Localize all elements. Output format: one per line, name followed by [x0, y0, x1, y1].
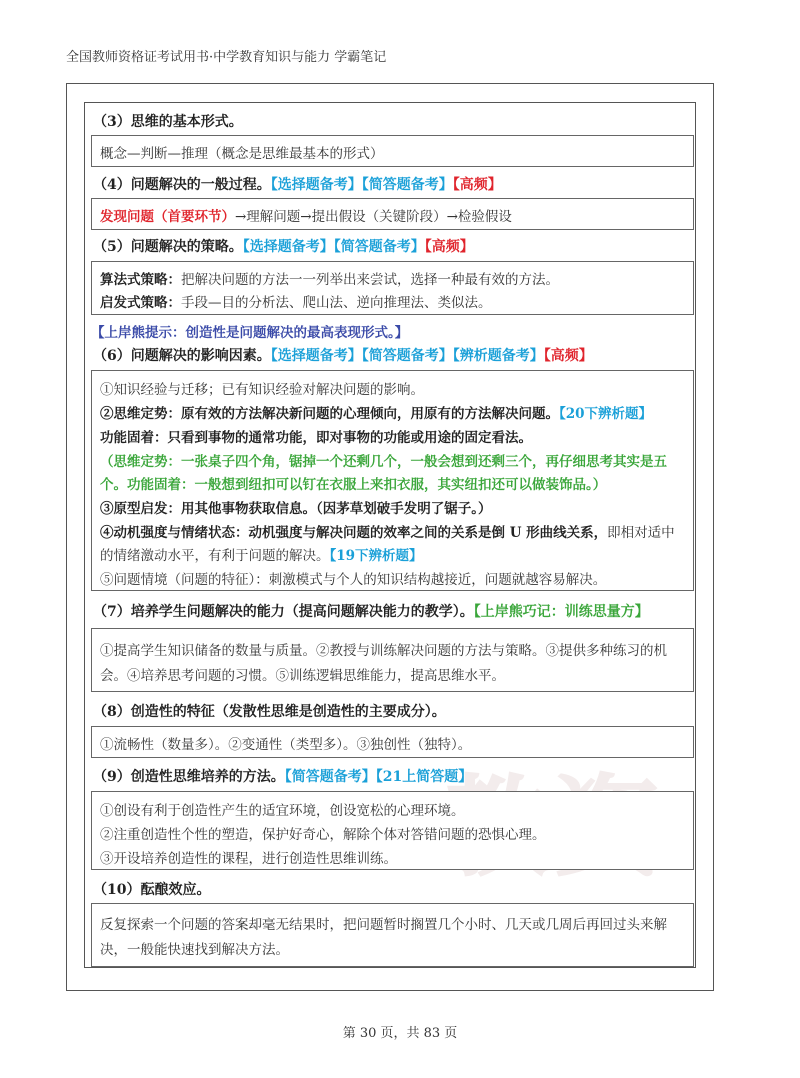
- section-9-tag: 【简答题备考】【21上简答题】: [284, 769, 473, 785]
- section-10-heading: （10）酝酿效应。: [93, 882, 211, 898]
- section-9-heading: （9）创造性思维培养的方法。【简答题备考】【21上简答题】: [93, 769, 473, 785]
- page-header: 全国教师资格证考试用书·中学教育知识与能力 学霸笔记: [66, 50, 387, 65]
- section-3-heading: （3）思维的基本形式。: [93, 114, 243, 130]
- section-9-line-1: ①创设有利于创造性产生的适宜环境，创设宽松的心理环境。: [100, 803, 465, 819]
- section-10-line-2: 决，一般能快速找到解决方法。: [100, 942, 289, 958]
- page-footer: 第 30 页，共 83 页: [342, 1026, 458, 1041]
- factor-4-cont: 的情绪激动水平，有利于问题的解决。【19下辨析题】: [100, 548, 423, 564]
- section-7-mnemonic: 【上岸熊巧记：训练思量方】: [473, 604, 649, 620]
- section-10-line-1: 反复探索一个问题的答案却毫无结果时，把问题暂时搁置几个小时、几天或几周后再回过头来解: [100, 917, 667, 933]
- example-line-2: 个。功能固着：一般想到纽扣可以钉在衣服上来扣衣服，其实纽扣还可以做装饰品。）: [100, 477, 607, 493]
- section-7-line-2: 会。④培养思考问题的习惯。⑤训练逻辑思维能力，提高思维水平。: [100, 668, 505, 684]
- section-5-tag: 【选择题备考】【简答题备考】: [242, 239, 425, 255]
- section-10-box: [91, 903, 694, 967]
- section-8-line: ①流畅性（数量多）。②变通性（类型多）。③独创性（独特）。: [100, 737, 472, 753]
- section-5-heading: （5）问题解决的策略。【选择题备考】【简答题备考】【高频】: [93, 239, 474, 255]
- section-9-box: [91, 791, 694, 870]
- section-4-tag: 【选择题备考】【简答题备考】: [270, 177, 453, 193]
- factor-3: ③原型启发：用其他事物获取信息。（因茅草划破手发明了锯子。）: [100, 501, 492, 517]
- section-6-tag: 【选择题备考】【简答题备考】【辨析题备考】: [270, 348, 544, 364]
- section-3-line: 概念—判断—推理（概念是思维最基本的形式）: [100, 146, 384, 162]
- section-4-line: 发现问题（首要环节）→理解问题→提出假设（关键阶段）→检验假设: [100, 209, 512, 225]
- functional-fixedness: 功能固着：只看到事物的通常功能，即对事物的功能或用途的固定看法。: [100, 430, 532, 446]
- heuristic-strategy: 启发式策略：手段—目的分析法、爬山法、逆向推理法、类似法。: [100, 295, 492, 311]
- section-4-box: [91, 198, 694, 230]
- section-5-freq: 【高频】: [424, 239, 474, 255]
- section-7-line-1: ①提高学生知识储备的数量与质量。②教授与训练解决问题的方法与策略。③提供多种练习的机: [100, 643, 667, 659]
- factor-1: ①知识经验与迁移；已有知识经验对解决问题的影响。: [100, 382, 424, 398]
- section-4-freq: 【高频】: [452, 177, 502, 193]
- factor-5: ⑤问题情境（问题的特征）：刺激模式与个人的知识结构越接近，问题就越容易解决。: [100, 572, 607, 588]
- section-9-line-2: ②注重创造性个性的塑造，保护好奇心，解除个体对答错问题的恐惧心理。: [100, 827, 546, 843]
- example-line-1: （思维定势：一张桌子四个角，锯掉一个还剩几个，一般会想到还剩三个，再仔细思考其实是五: [100, 454, 667, 470]
- factor-2: ②思维定势：原有效的方法解决新问题的心理倾向，用原有的方法解决问题。【20下辨析题】: [100, 406, 653, 422]
- section-8-box: [91, 726, 694, 758]
- section-7-box: [91, 628, 694, 692]
- section-6-box: [91, 370, 694, 591]
- algorithm-strategy: 算法式策略：把解决问题的方法一一列举出来尝试，选择一种最有效的方法。: [100, 272, 559, 288]
- section-9-line-3: ③开设培养创造性的课程，进行创造性思维训练。: [100, 851, 397, 867]
- section-6-freq: 【高频】: [543, 348, 593, 364]
- section-3-box: [91, 135, 694, 167]
- section-5-box: [91, 261, 694, 315]
- factor-4: ④动机强度与情绪状态：动机强度与解决问题的效率之间的关系是倒 U 形曲线关系，即相对适中: [100, 525, 675, 541]
- section-8-heading: （8）创造性的特征（发散性思维是创造性的主要成分）。: [93, 704, 446, 720]
- tip-note: 【上岸熊提示：创造性是问题解决的最高表现形式。】: [91, 325, 409, 341]
- section-7-heading: （7）培养学生问题解决的能力（提高问题解决能力的教学）。【上岸熊巧记：训练思量方】: [93, 604, 649, 620]
- section-4-heading: （4）问题解决的一般过程。【选择题备考】【简答题备考】【高频】: [93, 177, 502, 193]
- section-6-heading: （6）问题解决的影响因素。【选择题备考】【简答题备考】【辨析题备考】【高频】: [93, 348, 593, 364]
